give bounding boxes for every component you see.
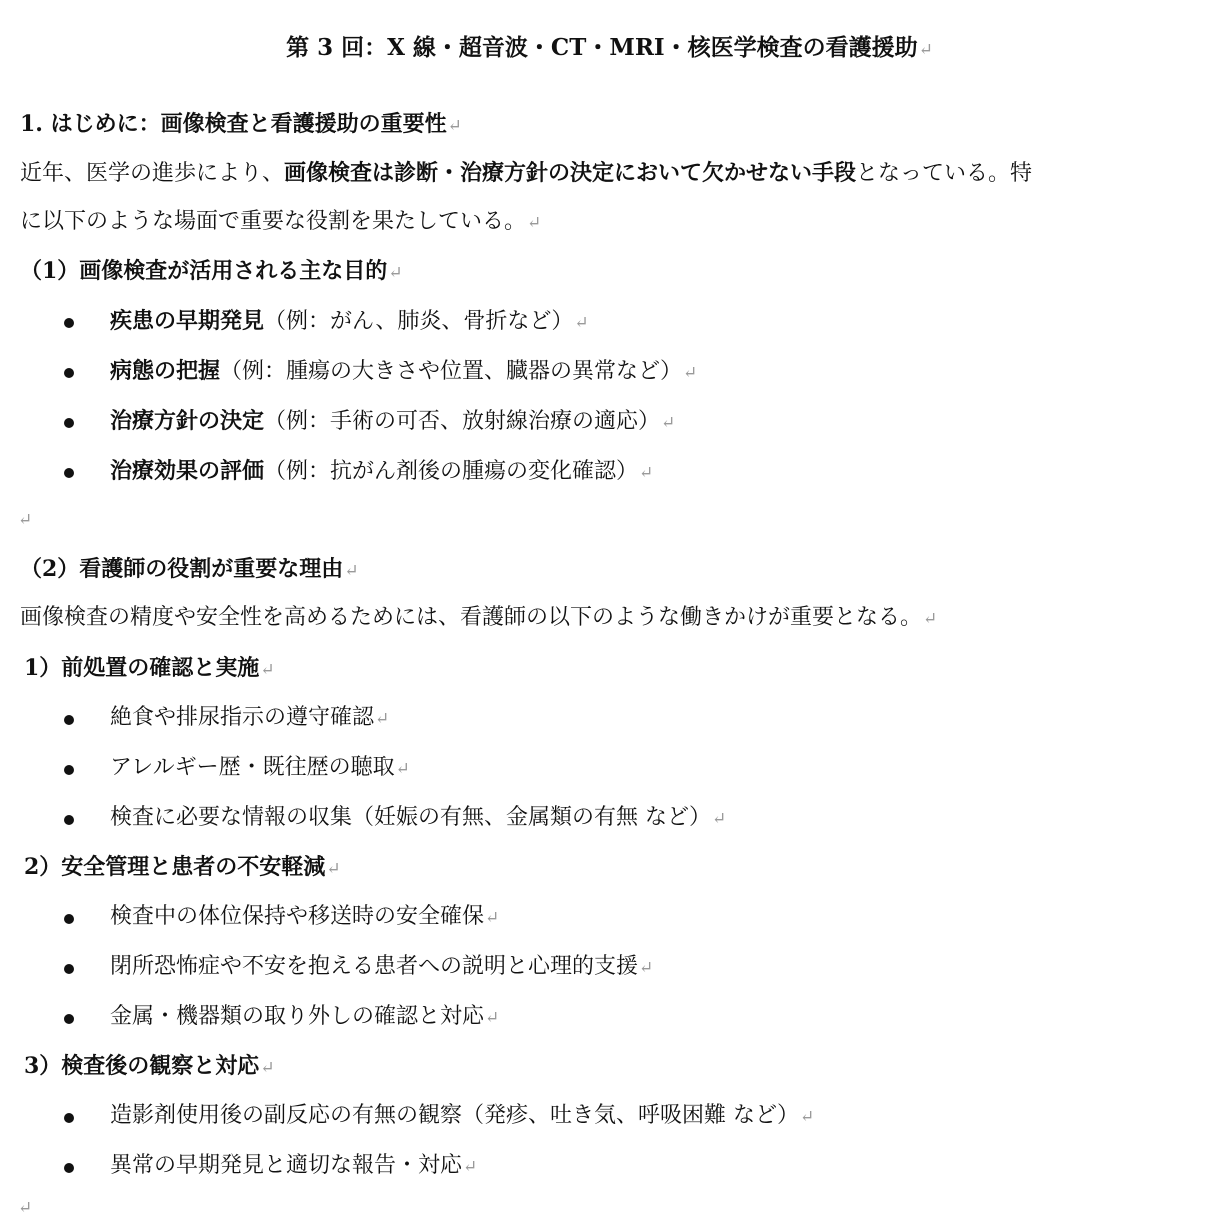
list-item xyxy=(110,906,499,928)
paragraph-mark-icon: ↵ xyxy=(918,40,933,60)
list-item-text: （例：抗がん剤後の腫瘍の変化確認） xyxy=(264,459,639,484)
paragraph-mark-icon: ↵ xyxy=(527,213,542,233)
group-heading xyxy=(24,856,341,878)
list-item xyxy=(110,1006,499,1028)
list-item-text: 異常の早期発見と適切な報告・対応 xyxy=(110,1153,463,1178)
paragraph-mark-icon: ↵ xyxy=(463,1157,478,1177)
group-heading-text: 2）安全管理と患者の不安軽減 xyxy=(24,854,326,880)
list-item-text: 検査中の体位保持や移送時の安全確保 xyxy=(110,904,485,929)
section-heading-text: 1. はじめに：画像検査と看護援助の重要性 xyxy=(20,111,447,137)
list-item xyxy=(110,807,726,829)
intro-emphasis: 画像検査は診断・治療方針の決定において欠かせない手段 xyxy=(284,160,857,186)
list-item xyxy=(110,1155,477,1177)
bullet-icon xyxy=(64,765,74,775)
paragraph-mark-icon: ↵ xyxy=(661,413,676,433)
intro-text: に以下のような場面で重要な役割を果たしている。 xyxy=(20,209,527,234)
bullet-icon xyxy=(64,318,74,328)
subsection-intro xyxy=(20,607,937,629)
list-item xyxy=(110,410,675,433)
list-item-text: 検査に必要な情報の収集（妊娠の有無、金属類の有無 など） xyxy=(110,805,711,830)
list-item-emphasis: 疾患の早期発見 xyxy=(110,308,265,334)
list-item-text: 閉所恐怖症や不安を抱える患者への説明と心理的支援 xyxy=(110,954,639,979)
group-heading xyxy=(24,657,275,679)
list-item xyxy=(110,310,589,333)
list-item-text: （例：手術の可否、放射線治療の適応） xyxy=(264,409,661,434)
list-item-text: （例：腫瘍の大きさや位置、臓器の異常など） xyxy=(220,359,683,384)
bullet-icon xyxy=(64,418,74,428)
bullet-icon xyxy=(64,715,74,725)
subsection-heading-text: （2）看護師の役割が重要な理由 xyxy=(20,556,344,582)
paragraph-mark-icon: ↵ xyxy=(574,313,589,333)
bullet-icon xyxy=(64,468,74,478)
bullet-icon xyxy=(64,815,74,825)
intro-line-2 xyxy=(20,211,541,233)
list-item xyxy=(110,360,697,383)
document-title-text: 第 3 回：X 線・超音波・CT・MRI・核医学検査の看護援助 xyxy=(286,34,918,61)
paragraph-mark-icon: ↵ xyxy=(326,859,341,879)
intro-line-1 xyxy=(20,162,1032,185)
list-item-text: アレルギー歴・既往歴の聴取 xyxy=(110,755,395,780)
subsection-heading-text: （1）画像検査が活用される主な目的 xyxy=(20,258,388,284)
intro-text: 近年、医学の進歩により、 xyxy=(20,161,285,186)
paragraph-mark-icon: ↵ xyxy=(375,709,390,729)
list-item xyxy=(110,707,389,729)
paragraph-mark-icon: ↵ xyxy=(639,958,654,978)
paragraph-mark-icon: ↵ xyxy=(395,759,410,779)
list-item-text: 金属・機器類の取り外しの確認と対応 xyxy=(110,1004,485,1029)
paragraph-mark-icon: ↵ xyxy=(485,908,500,928)
paragraph-mark-icon: ↵ xyxy=(485,1008,500,1028)
list-item xyxy=(110,757,410,779)
paragraph-mark-icon: ↵ xyxy=(260,1058,275,1078)
paragraph-mark-icon: ↵ xyxy=(923,609,938,629)
subsection-heading xyxy=(20,558,359,580)
paragraph-mark-icon: ↵ xyxy=(447,116,462,136)
list-item xyxy=(110,1105,814,1127)
list-item-text: （例：がん、肺炎、骨折など） xyxy=(264,309,574,334)
list-item-text: 絶食や排尿指示の遵守確認 xyxy=(110,705,375,730)
bullet-icon xyxy=(64,1113,74,1123)
list-item xyxy=(110,460,653,483)
paragraph-mark-icon: ↵ xyxy=(388,263,403,283)
empty-paragraph-mark-icon: ↵ xyxy=(18,510,33,530)
subsection-intro-text: 画像検査の精度や安全性を高めるためには、看護師の以下のような働きかけが重要となる。 xyxy=(20,605,923,630)
group-heading-text: 1）前処置の確認と実施 xyxy=(24,655,260,681)
group-heading xyxy=(24,1055,275,1077)
paragraph-mark-icon: ↵ xyxy=(344,561,359,581)
list-item-text: 造影剤使用後の副反応の有無の観察（発疹、吐き気、呼吸困難 など） xyxy=(110,1103,799,1128)
list-item-emphasis: 治療方針の決定 xyxy=(110,408,265,434)
bullet-icon xyxy=(64,964,74,974)
paragraph-mark-icon: ↵ xyxy=(800,1107,815,1127)
paragraph-mark-icon: ↵ xyxy=(683,363,698,383)
bullet-icon xyxy=(64,368,74,378)
list-item-emphasis: 治療効果の評価 xyxy=(110,458,265,484)
bullet-icon xyxy=(64,1163,74,1173)
section-heading xyxy=(20,113,462,135)
subsection-heading xyxy=(20,260,403,282)
empty-paragraph-mark-icon: ↵ xyxy=(18,1198,33,1218)
intro-text: となっている。特 xyxy=(856,161,1033,186)
bullet-icon xyxy=(64,914,74,924)
document-title xyxy=(0,36,1219,59)
list-item-emphasis: 病態の把握 xyxy=(110,358,221,384)
paragraph-mark-icon: ↵ xyxy=(260,660,275,680)
group-heading-text: 3）検査後の観察と対応 xyxy=(24,1053,260,1079)
list-item xyxy=(110,956,653,978)
paragraph-mark-icon: ↵ xyxy=(712,809,727,829)
bullet-icon xyxy=(64,1014,74,1024)
paragraph-mark-icon: ↵ xyxy=(639,463,654,483)
